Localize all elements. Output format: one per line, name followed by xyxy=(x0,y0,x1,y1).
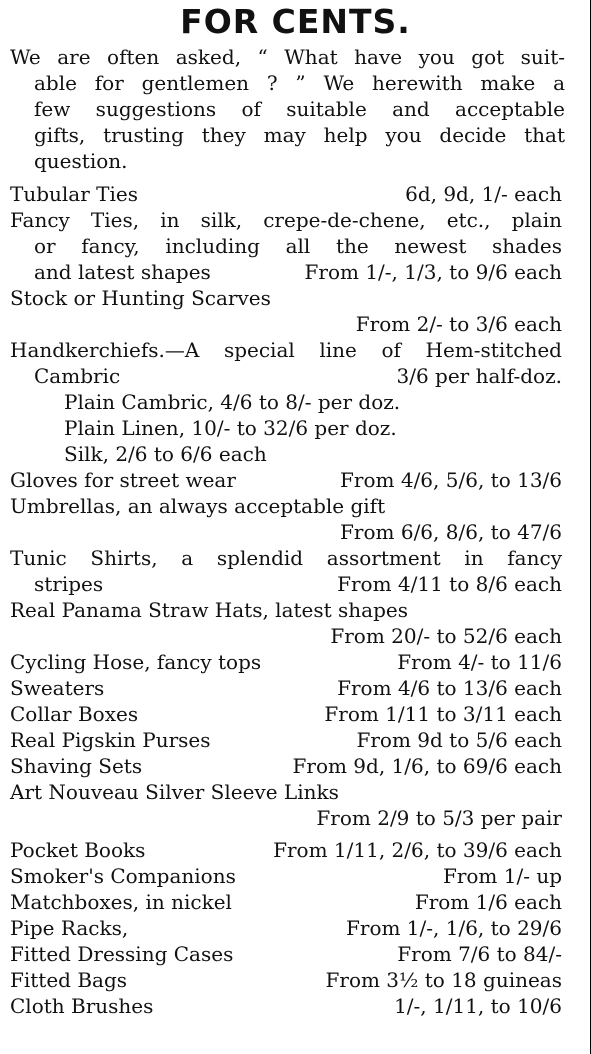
intro-line: question. xyxy=(34,149,128,173)
item-price: From 1/6 each xyxy=(414,890,562,914)
price-list xyxy=(10,181,562,1019)
item-name: Collar Boxes xyxy=(10,702,139,726)
item-name: Real Panama Straw Hats, latest shapes xyxy=(10,598,409,622)
item-name: Sweaters xyxy=(10,676,105,700)
item-description-line: Handkerchiefs.—A special line of Hem-stitched xyxy=(10,338,562,362)
item-description-line: Fancy Ties, in silk, crepe-de-chene, etc., plain xyxy=(10,208,562,232)
item-sub: Silk, 2/6 to 6/6 each xyxy=(64,442,267,466)
item-price-line xyxy=(10,805,562,831)
item-name: Shaving Sets xyxy=(10,754,143,778)
item-name: Pocket Books xyxy=(10,838,146,862)
item-price: From 2/9 to 5/3 per pair xyxy=(316,806,562,830)
item-price: From 1/-, 1/6, to 29/6 xyxy=(346,916,562,940)
item-price: From 2/- to 3/6 each xyxy=(355,312,562,336)
item-name: Real Pigskin Purses xyxy=(10,728,211,752)
list-item xyxy=(10,837,562,863)
item-name: and latest shapes xyxy=(34,260,211,284)
item-name: Cambric xyxy=(34,364,121,388)
item-price: From 1/11 to 3/11 each xyxy=(324,702,562,726)
item-sub-line xyxy=(10,441,562,467)
list-item xyxy=(10,467,562,493)
item-name: Umbrellas, an always acceptable gift xyxy=(10,494,386,518)
item-description-line: or fancy, including all the newest shades xyxy=(34,234,562,258)
item-name: Smoker's Companions xyxy=(10,864,236,888)
item-price: From 4/6 to 13/6 each xyxy=(337,676,562,700)
intro-line: We are often asked, “ What have you got suit- xyxy=(10,45,565,69)
item-price: From 6/6, 8/6, to 47/6 xyxy=(340,520,562,544)
item-price: 3/6 per half-doz. xyxy=(396,364,562,388)
item-name: Fitted Bags xyxy=(10,968,128,992)
list-item xyxy=(10,285,562,311)
list-item xyxy=(10,597,562,623)
item-price-line xyxy=(10,519,562,545)
list-item xyxy=(10,701,562,727)
item-name: Tubular Ties xyxy=(10,182,138,206)
list-item xyxy=(10,993,562,1019)
item-name: Cycling Hose, fancy tops xyxy=(10,650,262,674)
item-price: From 1/- up xyxy=(442,864,562,888)
item-name: Matchboxes, in nickel xyxy=(10,890,232,914)
item-price: From 7/6 to 84/- xyxy=(397,942,562,966)
item-name: Cloth Brushes xyxy=(10,994,154,1018)
item-price: From 9d to 5/6 each xyxy=(356,728,562,752)
list-item xyxy=(10,675,562,701)
item-sub: Plain Linen, 10/- to 32/6 per doz. xyxy=(64,416,397,440)
item-price: From 20/- to 52/6 each xyxy=(330,624,562,648)
item-sub-line xyxy=(10,415,562,441)
intro-line: gifts, trusting they may help you decide that xyxy=(34,123,565,147)
list-item xyxy=(10,727,562,753)
item-price-line xyxy=(10,311,562,337)
list-item xyxy=(10,649,562,675)
item-price: From 4/6, 5/6, to 13/6 xyxy=(340,468,562,492)
list-item xyxy=(10,571,562,597)
list-item xyxy=(10,967,562,993)
item-price: From 3½ to 18 guineas xyxy=(325,968,562,992)
item-name: stripes xyxy=(34,572,104,596)
intro-paragraph xyxy=(10,44,565,174)
list-item xyxy=(10,889,562,915)
item-price: From 9d, 1/6, to 69/6 each xyxy=(292,754,562,778)
list-item xyxy=(10,493,562,519)
list-item xyxy=(10,863,562,889)
intro-line: few suggestions of suitable and acceptable xyxy=(34,97,565,121)
page-title: FOR CENTS. xyxy=(180,2,411,41)
item-price: From 4/11 to 8/6 each xyxy=(337,572,562,596)
item-name: Stock or Hunting Scarves xyxy=(10,286,271,310)
intro-line: able for gentlemen ? ” We herewith make a xyxy=(34,71,565,95)
list-item xyxy=(10,941,562,967)
item-price: From 4/- to 11/6 xyxy=(397,650,562,674)
list-item xyxy=(10,779,562,805)
list-item xyxy=(10,181,562,207)
list-item xyxy=(10,915,562,941)
item-name: Fitted Dressing Cases xyxy=(10,942,234,966)
item-price: 1/-, 1/11, to 10/6 xyxy=(394,994,562,1018)
item-description-line: Tunic Shirts, a splendid assortment in fancy xyxy=(10,546,562,570)
item-sub-line xyxy=(10,389,562,415)
item-price-line xyxy=(10,623,562,649)
item-price: From 1/11, 2/6, to 39/6 each xyxy=(273,838,562,862)
list-item xyxy=(10,363,562,389)
item-sub: Plain Cambric, 4/6 to 8/- per doz. xyxy=(64,390,401,414)
item-name: Pipe Racks, xyxy=(10,916,129,940)
list-item xyxy=(10,753,562,779)
item-name: Gloves for street wear xyxy=(10,468,236,492)
item-price: From 1/-, 1/3, to 9/6 each xyxy=(304,260,562,284)
item-name: Art Nouveau Silver Sleeve Links xyxy=(10,780,339,804)
list-item xyxy=(10,259,562,285)
item-price: 6d, 9d, 1/- each xyxy=(405,182,562,206)
